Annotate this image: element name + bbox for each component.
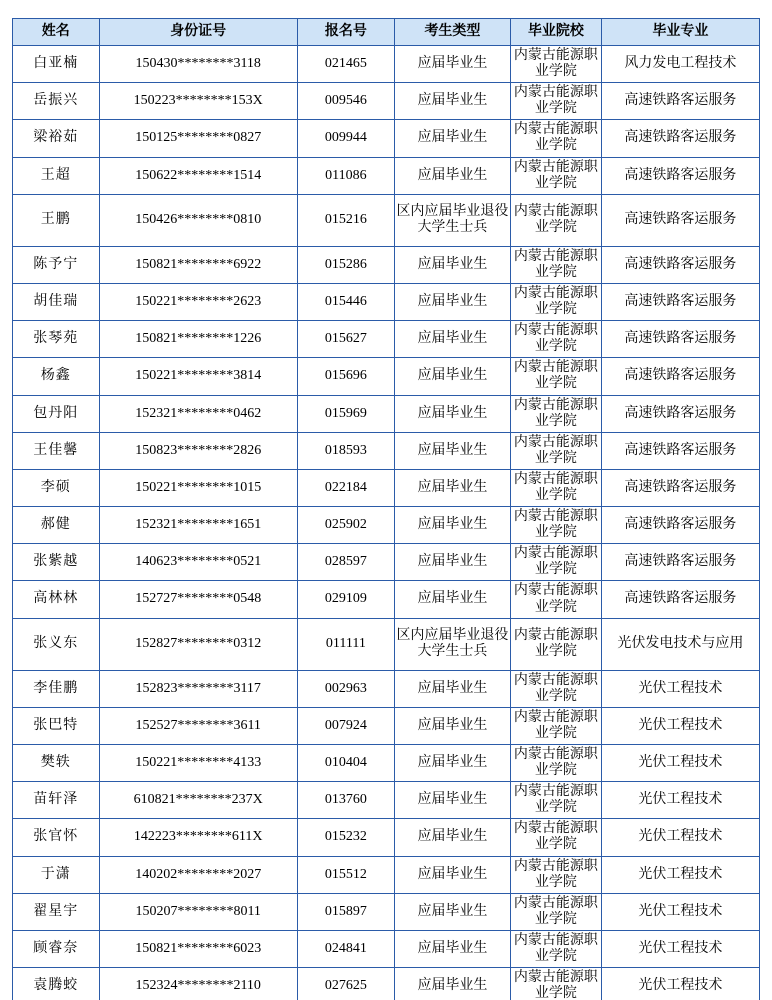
table-row	[13, 968, 760, 1000]
cell-candidate-type: 应届毕业生	[394, 670, 510, 707]
column-header-registration-number: 报名号	[297, 19, 394, 46]
table-row	[13, 395, 760, 432]
cell-name: 张琴苑	[13, 321, 100, 358]
cell-candidate-type: 区内应届毕业退役大学生士兵	[394, 194, 510, 246]
cell-candidate-type: 应届毕业生	[394, 707, 510, 744]
cell-id-number: 150221********1015	[99, 469, 297, 506]
cell-registration-number: 028597	[297, 544, 394, 581]
cell-school: 内蒙古能源职业学院	[510, 618, 601, 670]
cell-major: 高速铁路客运服务	[601, 507, 759, 544]
table-row	[13, 469, 760, 506]
table-row	[13, 707, 760, 744]
cell-id-number: 150430********3118	[99, 46, 297, 83]
table-row	[13, 782, 760, 819]
cell-id-number: 150821********6922	[99, 246, 297, 283]
cell-name: 王超	[13, 157, 100, 194]
cell-school: 内蒙古能源职业学院	[510, 83, 601, 120]
table-row	[13, 930, 760, 967]
cell-candidate-type: 应届毕业生	[394, 581, 510, 618]
cell-candidate-type: 应届毕业生	[394, 246, 510, 283]
cell-candidate-type: 应届毕业生	[394, 782, 510, 819]
cell-id-number: 150821********6023	[99, 930, 297, 967]
cell-candidate-type: 应届毕业生	[394, 968, 510, 1000]
cell-school: 内蒙古能源职业学院	[510, 893, 601, 930]
table-row	[13, 670, 760, 707]
cell-major: 风力发电工程技术	[601, 46, 759, 83]
cell-candidate-type: 应届毕业生	[394, 46, 510, 83]
cell-registration-number: 029109	[297, 581, 394, 618]
cell-id-number: 150207********8011	[99, 893, 297, 930]
table-header-row	[13, 19, 760, 46]
table-row	[13, 83, 760, 120]
cell-candidate-type: 应届毕业生	[394, 83, 510, 120]
cell-id-number: 150221********3814	[99, 358, 297, 395]
cell-name: 杨鑫	[13, 358, 100, 395]
cell-registration-number: 010404	[297, 745, 394, 782]
cell-candidate-type: 应届毕业生	[394, 856, 510, 893]
cell-registration-number: 015696	[297, 358, 394, 395]
cell-major: 光伏工程技术	[601, 707, 759, 744]
cell-name: 白亚楠	[13, 46, 100, 83]
cell-id-number: 150125********0827	[99, 120, 297, 157]
cell-school: 内蒙古能源职业学院	[510, 46, 601, 83]
cell-major: 高速铁路客运服务	[601, 321, 759, 358]
cell-name: 高林林	[13, 581, 100, 618]
cell-major: 高速铁路客运服务	[601, 283, 759, 320]
cell-major: 光伏工程技术	[601, 968, 759, 1000]
cell-school: 内蒙古能源职业学院	[510, 157, 601, 194]
cell-major: 光伏发电技术与应用	[601, 618, 759, 670]
cell-school: 内蒙古能源职业学院	[510, 432, 601, 469]
cell-registration-number: 015627	[297, 321, 394, 358]
cell-registration-number: 015897	[297, 893, 394, 930]
cell-name: 苗轩泽	[13, 782, 100, 819]
table-row	[13, 120, 760, 157]
cell-name: 王鹏	[13, 194, 100, 246]
cell-registration-number: 021465	[297, 46, 394, 83]
cell-major: 光伏工程技术	[601, 782, 759, 819]
cell-name: 张官怀	[13, 819, 100, 856]
cell-school: 内蒙古能源职业学院	[510, 707, 601, 744]
cell-registration-number: 013760	[297, 782, 394, 819]
cell-name: 岳振兴	[13, 83, 100, 120]
table-row	[13, 507, 760, 544]
cell-name: 胡佳瑞	[13, 283, 100, 320]
cell-id-number: 610821********237X	[99, 782, 297, 819]
cell-major: 高速铁路客运服务	[601, 246, 759, 283]
cell-id-number: 152324********2110	[99, 968, 297, 1000]
table-row	[13, 321, 760, 358]
cell-id-number: 152727********0548	[99, 581, 297, 618]
table-row	[13, 618, 760, 670]
table-row	[13, 432, 760, 469]
cell-school: 内蒙古能源职业学院	[510, 469, 601, 506]
cell-id-number: 150223********153X	[99, 83, 297, 120]
cell-registration-number: 015446	[297, 283, 394, 320]
cell-candidate-type: 应届毕业生	[394, 507, 510, 544]
cell-school: 内蒙古能源职业学院	[510, 246, 601, 283]
cell-major: 高速铁路客运服务	[601, 581, 759, 618]
cell-major: 高速铁路客运服务	[601, 157, 759, 194]
cell-name: 包丹阳	[13, 395, 100, 432]
cell-registration-number: 018593	[297, 432, 394, 469]
cell-major: 高速铁路客运服务	[601, 120, 759, 157]
cell-registration-number: 011111	[297, 618, 394, 670]
cell-school: 内蒙古能源职业学院	[510, 670, 601, 707]
column-header-major: 毕业专业	[601, 19, 759, 46]
table-row	[13, 856, 760, 893]
cell-registration-number: 009944	[297, 120, 394, 157]
cell-registration-number: 011086	[297, 157, 394, 194]
table-row	[13, 893, 760, 930]
cell-id-number: 150221********2623	[99, 283, 297, 320]
cell-registration-number: 007924	[297, 707, 394, 744]
cell-name: 张义东	[13, 618, 100, 670]
cell-candidate-type: 应届毕业生	[394, 358, 510, 395]
cell-registration-number: 002963	[297, 670, 394, 707]
cell-candidate-type: 应届毕业生	[394, 544, 510, 581]
cell-id-number: 150622********1514	[99, 157, 297, 194]
cell-name: 李硕	[13, 469, 100, 506]
table-row	[13, 358, 760, 395]
cell-school: 内蒙古能源职业学院	[510, 968, 601, 1000]
cell-registration-number: 022184	[297, 469, 394, 506]
cell-candidate-type: 应届毕业生	[394, 432, 510, 469]
cell-name: 樊轶	[13, 745, 100, 782]
cell-candidate-type: 应届毕业生	[394, 395, 510, 432]
cell-major: 光伏工程技术	[601, 893, 759, 930]
cell-id-number: 152527********3611	[99, 707, 297, 744]
cell-candidate-type: 应届毕业生	[394, 819, 510, 856]
cell-major: 高速铁路客运服务	[601, 83, 759, 120]
table-row	[13, 745, 760, 782]
cell-school: 内蒙古能源职业学院	[510, 283, 601, 320]
column-header-id-number: 身份证号	[99, 19, 297, 46]
table-header	[13, 19, 760, 46]
cell-major: 光伏工程技术	[601, 745, 759, 782]
cell-id-number: 140623********0521	[99, 544, 297, 581]
cell-major: 高速铁路客运服务	[601, 544, 759, 581]
cell-registration-number: 015512	[297, 856, 394, 893]
table-row	[13, 819, 760, 856]
cell-school: 内蒙古能源职业学院	[510, 544, 601, 581]
cell-name: 张紫越	[13, 544, 100, 581]
cell-school: 内蒙古能源职业学院	[510, 745, 601, 782]
cell-registration-number: 015286	[297, 246, 394, 283]
table-row	[13, 46, 760, 83]
cell-major: 高速铁路客运服务	[601, 194, 759, 246]
cell-name: 王佳馨	[13, 432, 100, 469]
table-row	[13, 283, 760, 320]
cell-name: 李佳鹏	[13, 670, 100, 707]
column-header-school: 毕业院校	[510, 19, 601, 46]
cell-id-number: 150426********0810	[99, 194, 297, 246]
cell-candidate-type: 区内应届毕业退役大学生士兵	[394, 618, 510, 670]
cell-id-number: 150221********4133	[99, 745, 297, 782]
cell-major: 高速铁路客运服务	[601, 432, 759, 469]
table-row	[13, 194, 760, 246]
cell-school: 内蒙古能源职业学院	[510, 321, 601, 358]
cell-school: 内蒙古能源职业学院	[510, 930, 601, 967]
cell-major: 光伏工程技术	[601, 670, 759, 707]
cell-school: 内蒙古能源职业学院	[510, 819, 601, 856]
table-row	[13, 246, 760, 283]
cell-school: 内蒙古能源职业学院	[510, 782, 601, 819]
cell-candidate-type: 应届毕业生	[394, 321, 510, 358]
column-header-name: 姓名	[13, 19, 100, 46]
cell-registration-number: 027625	[297, 968, 394, 1000]
cell-id-number: 152827********0312	[99, 618, 297, 670]
table-row	[13, 581, 760, 618]
cell-major: 高速铁路客运服务	[601, 469, 759, 506]
cell-candidate-type: 应届毕业生	[394, 745, 510, 782]
cell-name: 郝健	[13, 507, 100, 544]
cell-candidate-type: 应届毕业生	[394, 283, 510, 320]
cell-candidate-type: 应届毕业生	[394, 120, 510, 157]
cell-candidate-type: 应届毕业生	[394, 157, 510, 194]
column-header-candidate-type: 考生类型	[394, 19, 510, 46]
cell-school: 内蒙古能源职业学院	[510, 581, 601, 618]
table-row	[13, 157, 760, 194]
cell-name: 陈予宁	[13, 246, 100, 283]
cell-major: 光伏工程技术	[601, 930, 759, 967]
cell-major: 高速铁路客运服务	[601, 358, 759, 395]
table-body	[13, 46, 760, 1000]
cell-registration-number: 025902	[297, 507, 394, 544]
cell-id-number: 150823********2826	[99, 432, 297, 469]
cell-id-number: 152321********0462	[99, 395, 297, 432]
cell-name: 于潇	[13, 856, 100, 893]
cell-name: 翟星宇	[13, 893, 100, 930]
cell-name: 张巴特	[13, 707, 100, 744]
cell-id-number: 142223********611X	[99, 819, 297, 856]
cell-major: 光伏工程技术	[601, 856, 759, 893]
table-row	[13, 544, 760, 581]
cell-registration-number: 015969	[297, 395, 394, 432]
cell-registration-number: 024841	[297, 930, 394, 967]
cell-registration-number: 015232	[297, 819, 394, 856]
cell-name: 梁裕茹	[13, 120, 100, 157]
cell-name: 袁腾蛟	[13, 968, 100, 1000]
cell-candidate-type: 应届毕业生	[394, 930, 510, 967]
candidate-roster-table	[12, 18, 760, 1000]
cell-school: 内蒙古能源职业学院	[510, 507, 601, 544]
cell-registration-number: 009546	[297, 83, 394, 120]
cell-school: 内蒙古能源职业学院	[510, 856, 601, 893]
cell-school: 内蒙古能源职业学院	[510, 358, 601, 395]
cell-registration-number: 015216	[297, 194, 394, 246]
cell-candidate-type: 应届毕业生	[394, 893, 510, 930]
cell-major: 光伏工程技术	[601, 819, 759, 856]
cell-school: 内蒙古能源职业学院	[510, 120, 601, 157]
cell-id-number: 152321********1651	[99, 507, 297, 544]
cell-id-number: 152823********3117	[99, 670, 297, 707]
cell-school: 内蒙古能源职业学院	[510, 194, 601, 246]
cell-id-number: 140202********2027	[99, 856, 297, 893]
cell-id-number: 150821********1226	[99, 321, 297, 358]
cell-candidate-type: 应届毕业生	[394, 469, 510, 506]
cell-name: 顾睿奈	[13, 930, 100, 967]
cell-major: 高速铁路客运服务	[601, 395, 759, 432]
cell-school: 内蒙古能源职业学院	[510, 395, 601, 432]
